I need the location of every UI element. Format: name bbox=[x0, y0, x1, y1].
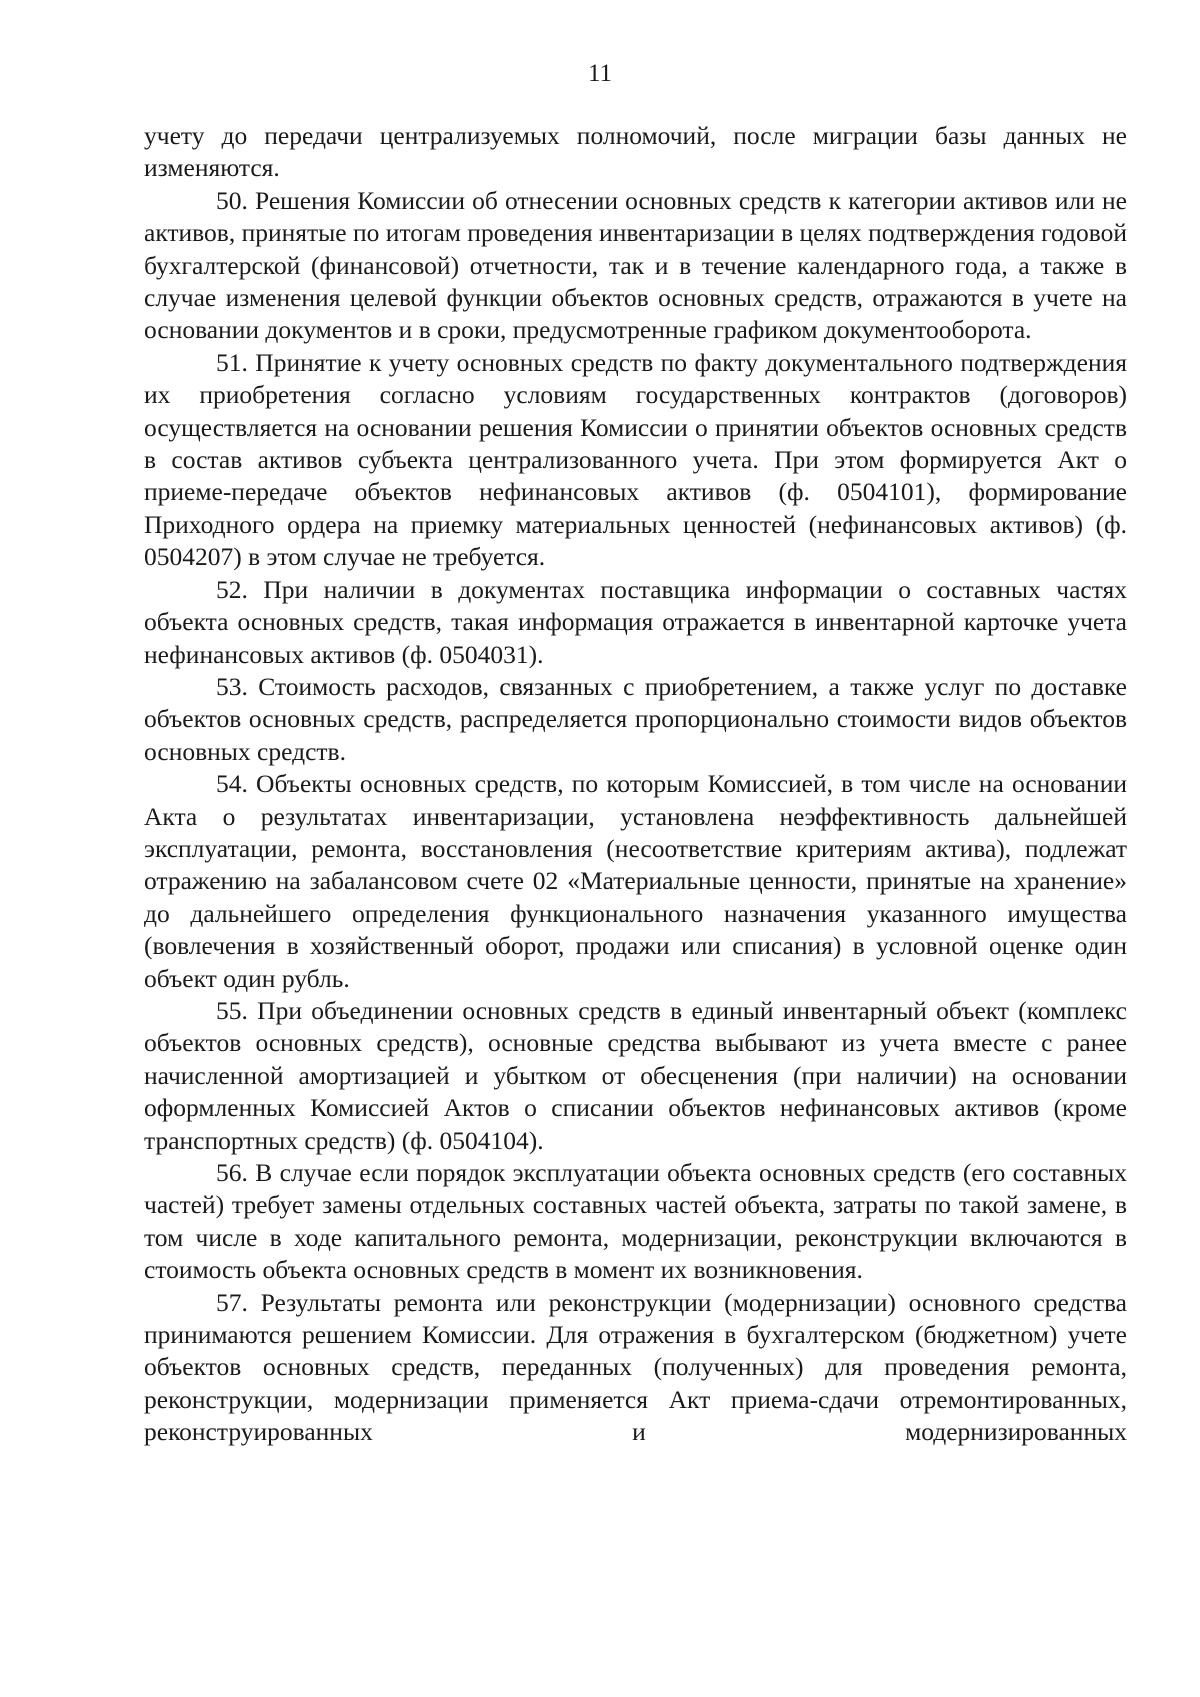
document-body bbox=[144, 120, 1127, 1449]
paragraph-continuation: учету до передачи централизуемых полномочий, после миграции базы данных не изменяются. bbox=[144, 121, 1127, 183]
paragraph-54: 54. Объекты основных средств, по которым Комиссией, в том числе на основании Акта о результатах инвентаризации, установлена неэффективность дальнейшей эксплуатации, ремонта, восстановления (несоответствие критериям актива), подлежат отражению на забалансовом счете 02 «Материальные ценности, принятые на хранение» до дальнейшего определения функционального назначения указанного имущества (вовлечения в хозяйственный оборот, продажи или списания) в условной оценке один объект один рубль. bbox=[144, 769, 1127, 993]
paragraph-53: 53. Стоимость расходов, связанных с приобретением, а также услуг по доставке объектов основных средств, распределяется пропорционально стоимости видов объектов основных средств. bbox=[144, 671, 1127, 766]
paragraph-52: 52. При наличии в документах поставщика информации о составных частях объекта основных средств, такая информация отражается в инвентарной карточке учета нефинансовых активов (ф. 0504031). bbox=[144, 574, 1127, 669]
paragraph-57: 57. Результаты ремонта или реконструкции (модернизации) основного средства принимаются решением Комиссии. Для отражения в бухгалтерском (бюджетном) учете объектов основных средств, переданных (полученных) для проведения ремонта, реконструкции, модернизации применяется Акт приема-сдачи отремонтированных, реконструированных и модернизированных bbox=[144, 1287, 1127, 1447]
paragraph-50: 50. Решения Комиссии об отнесении основных средств к категории активов или не активов, принятые по итогам проведения инвентаризации в целях подтверждения годовой бухгалтерской (финансовой) отчетности, так и в течение календарного года, а также в случае изменения целевой функции объектов основных средств, отражаются в учете на основании документов и в сроки, предусмотренные графиком документооборота. bbox=[144, 185, 1127, 345]
paragraph-56: 56. В случае если порядок эксплуатации объекта основных средств (его составных частей) требует замены отдельных составных частей объекта, затраты по такой замене, в том числе в ходе капитального ремонта, модернизации, реконструкции включаются в стоимость объекта основных средств в момент их возникновения. bbox=[144, 1158, 1127, 1285]
page-number: 11 bbox=[587, 60, 613, 87]
paragraph-51: 51. Принятие к учету основных средств по факту документального подтверждения их приобретения согласно условиям государственных контрактов (договоров) осуществляется на основании решения Комиссии о принятии объектов основных средств в состав активов субъекта централизованного учета. При этом формируется Акт о приеме-передаче объектов нефинансовых активов (ф. 0504101), формирование Приходного ордера на приемку материальных ценностей (нефинансовых активов) (ф. 0504207) в этом случае не требуется. bbox=[144, 347, 1127, 572]
paragraph-55: 55. При объединении основных средств в единый инвентарный объект (комплекс объектов основных средств), основные средства выбывают из учета вместе с ранее начисленной амортизацией и убытком от обесценения (при наличии) на основании оформленных Комиссией Актов о списании объектов нефинансовых активов (кроме транспортных средств) (ф. 0504104). bbox=[144, 995, 1127, 1155]
